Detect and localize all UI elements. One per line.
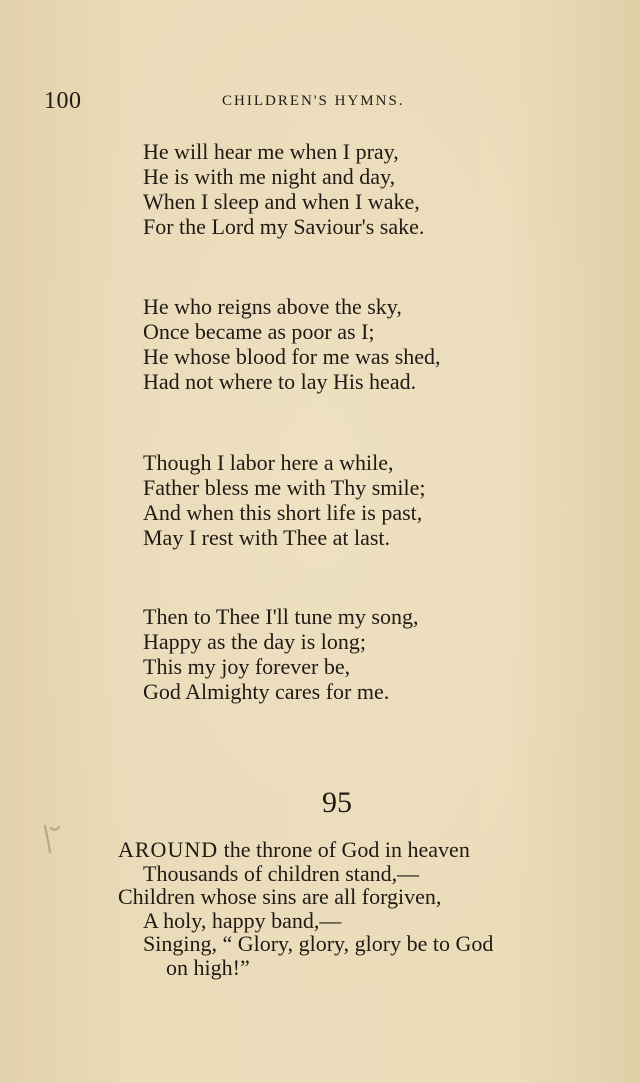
verse-line-rest: the throne of God in heaven xyxy=(218,837,470,862)
running-head: CHILDREN'S HYMNS. xyxy=(222,93,405,109)
verse-line: For the Lord my Saviour's sake. xyxy=(143,214,425,239)
verse-line: He will hear me when I pray, xyxy=(143,139,399,164)
hymn-95-text xyxy=(118,838,493,979)
stanza-1 xyxy=(143,139,424,239)
hymn-number: 95 xyxy=(322,786,352,819)
verse-line: Father bless me with Thy smile; xyxy=(143,475,426,500)
verse-line: Children whose sins are all forgiven, xyxy=(118,884,442,909)
verse-line: And when this short life is past, xyxy=(143,500,423,525)
verse-line: A holy, happy band,— xyxy=(143,907,342,933)
hymn-first-word: AROUND xyxy=(118,837,219,862)
stanza-4 xyxy=(143,604,418,704)
ink-mark-icon xyxy=(42,822,62,856)
verse-line: May I rest with Thee at last. xyxy=(143,525,391,550)
verse-line: Once became as poor as I; xyxy=(143,319,375,344)
verse-line: Thousands of children stand,— xyxy=(143,860,420,886)
verse-line xyxy=(118,838,493,862)
verse-line: on high!” xyxy=(166,954,250,980)
page-number: 100 xyxy=(44,88,82,114)
verse-line: Happy as the day is long; xyxy=(143,629,367,654)
verse-line: Had not where to lay His head. xyxy=(143,369,417,394)
stanza-3 xyxy=(143,450,426,550)
verse-line: He who reigns above the sky, xyxy=(143,294,402,319)
verse-line: Then to Thee I'll tune my song, xyxy=(143,604,419,629)
verse-line: He is with me night and day, xyxy=(143,164,396,189)
verse-line: Singing, “ Glory, glory, glory be to God xyxy=(143,931,494,956)
verse-line: God Almighty cares for me. xyxy=(143,679,390,704)
verse-line: He whose blood for me was shed, xyxy=(143,344,441,369)
verse-line: This my joy forever be, xyxy=(143,654,351,679)
verse-line: When I sleep and when I wake, xyxy=(143,189,420,214)
verse-line: Though I labor here a while, xyxy=(143,450,394,475)
stanza-2 xyxy=(143,294,441,394)
